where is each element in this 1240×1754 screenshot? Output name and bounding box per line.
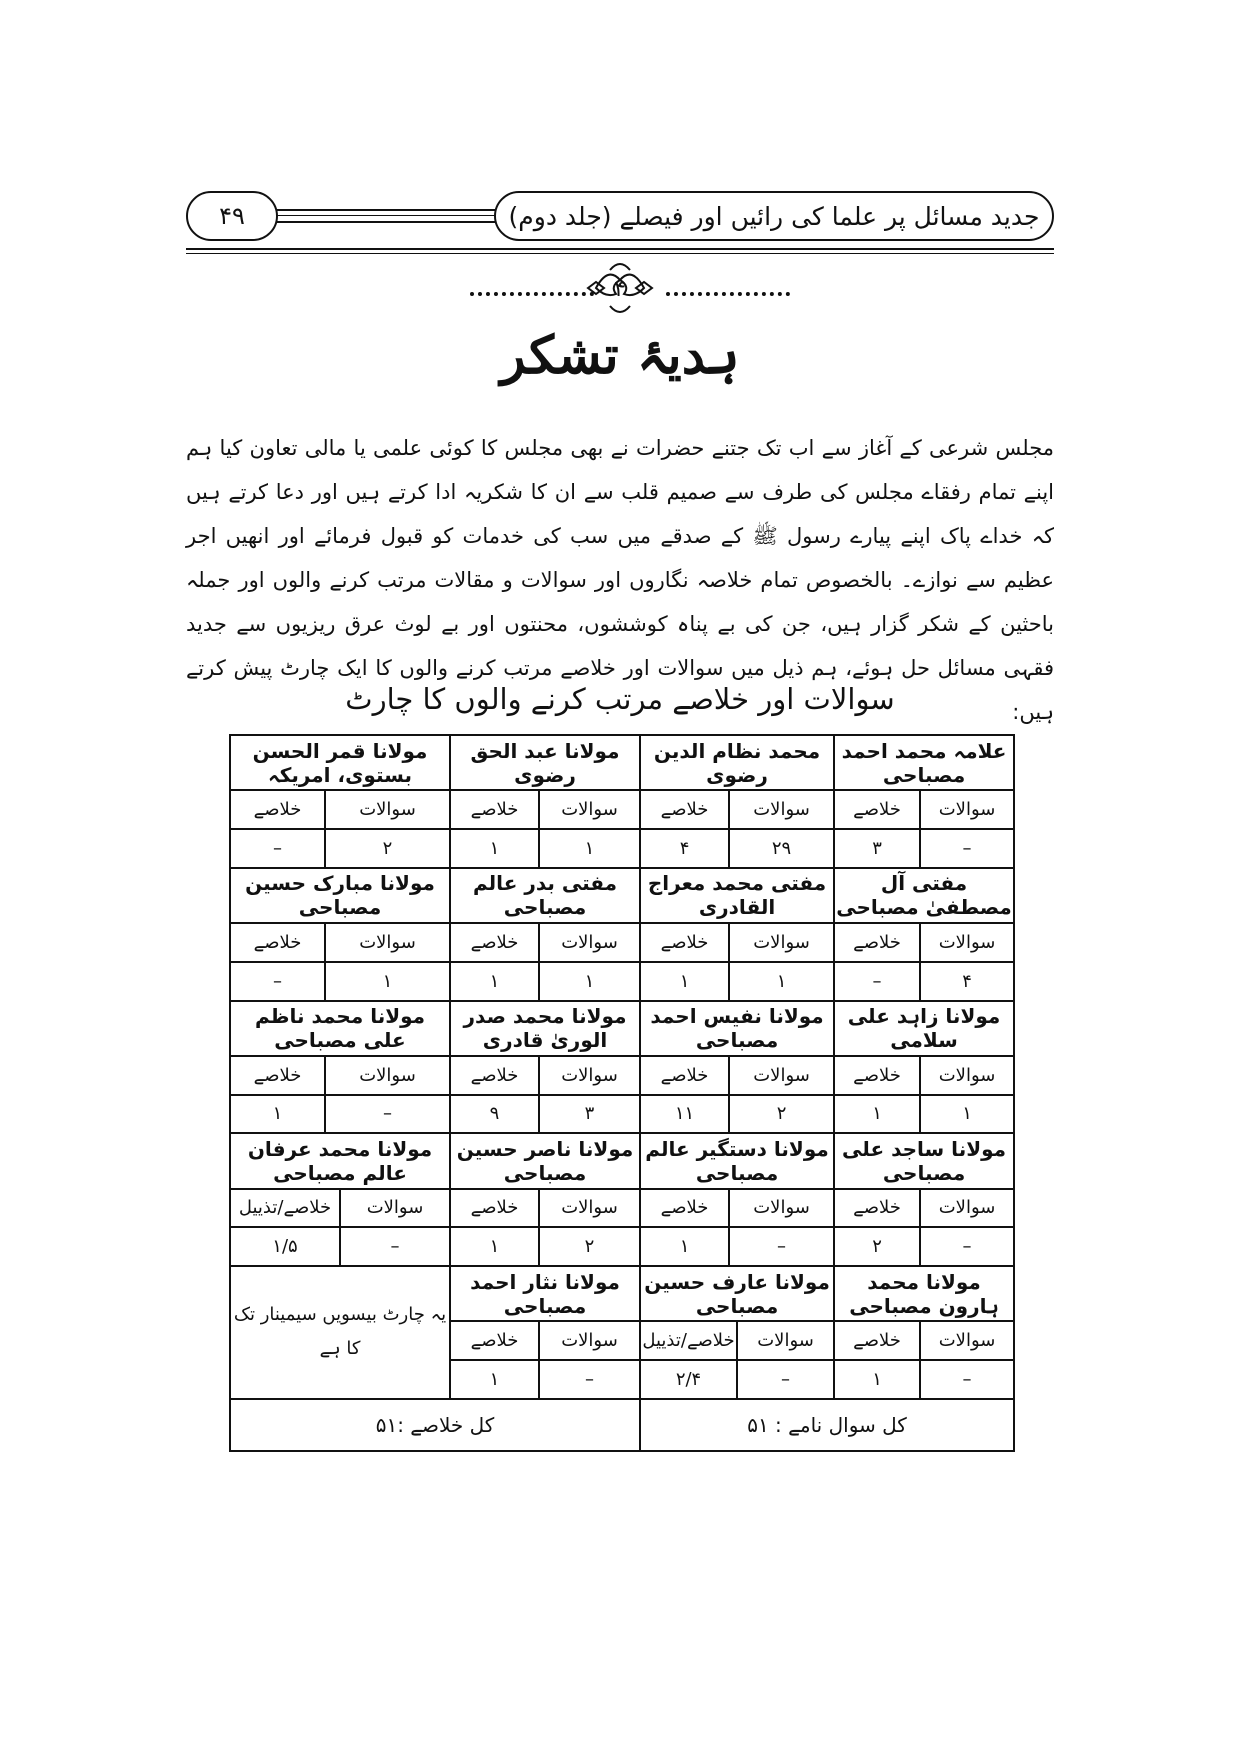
questions-count: ۲ <box>325 829 450 868</box>
questions-count: ۲۹ <box>729 829 834 868</box>
labels-row <box>230 923 1014 962</box>
split-cell <box>230 1189 450 1228</box>
questions-count: ۱ <box>920 1095 1014 1134</box>
questions-label: سوالات <box>920 1189 1014 1228</box>
split-cell <box>640 1360 834 1399</box>
contributor-name: مولانا محمد عرفان عالم مصباحی <box>230 1133 450 1188</box>
header-rule-mid <box>276 215 496 216</box>
questions-label: سوالات <box>920 790 1014 829</box>
questions-label: سوالات <box>539 1189 640 1228</box>
names-row <box>230 1266 1014 1321</box>
questions-label: سوالات <box>729 1189 834 1228</box>
names-row <box>230 868 1014 923</box>
header-underline <box>186 248 1054 250</box>
summaries-count: ۱ <box>230 1095 325 1134</box>
intro-text: مجلس شرعی کے آغاز سے اب تک جتنے حضرات نے بھی مجلس کا کوئی علمی یا مالی تعاون کیا ہم اپنے تمام رفقاے مجلس کی طرف سے صمیم قلب سے ان کا شکریہ ادا کرتے ہیں اور دعا کرتے ہیں کہ خداے پاک اپنے پیارے رسول ﷺ کے صدقے میں سب کی خدمات کو قبول فرمائے اور انھیں اجر عظیم سے نوازے۔ بالخصوص تمام خلاصہ نگاروں اور سوالات و مقالات مرتب کرنے والوں اور جملہ باحثین کے شکر گزار ہیں، جن کی بے پناہ کوششوں، محنتوں اور بے لوث عرق ریزیوں سے جدید فقہی مسائل حل ہوئے، ہم ذیل میں سوالات اور خلاصے مرتب کرنے والوں کا ایک چارٹ پیش کرتے ہیں: <box>186 436 1054 724</box>
questions-count: ۳ <box>539 1095 640 1134</box>
total-questions: کل سوال نامے : ۵۱ <box>640 1399 1014 1451</box>
summaries-count: ۱ <box>640 1227 729 1266</box>
questions-label: سوالات <box>325 1056 450 1095</box>
summaries-label: خلاصے <box>230 923 325 962</box>
questions-label: سوالات <box>539 923 640 962</box>
summaries-label: خلاصے <box>230 790 325 829</box>
summaries-label: خلاصے <box>834 923 920 962</box>
contributor-name: مولانا نفیس احمد مصباحی <box>640 1001 834 1056</box>
questions-label: سوالات <box>539 1321 640 1360</box>
questions-count: – <box>539 1360 640 1399</box>
summaries-count: ۳ <box>834 829 920 868</box>
contributor-name: محمد نظام الدین رضوی <box>640 735 834 790</box>
summaries-label: خلاصے/تذییل <box>641 1322 738 1359</box>
contributor-name: مولانا ساجد علی مصباحی <box>834 1133 1014 1188</box>
questions-label: سوالات <box>920 1056 1014 1095</box>
summaries-label: خلاصے <box>640 1056 729 1095</box>
questions-count: ۴ <box>920 962 1014 1001</box>
summaries-count: ۲ <box>834 1227 920 1266</box>
flourish-icon <box>0 258 1240 318</box>
summaries-count: ۱ <box>450 962 539 1001</box>
questions-count: ۲ <box>539 1227 640 1266</box>
questions-count: – <box>325 1095 450 1134</box>
summaries-count: ۹ <box>450 1095 539 1134</box>
questions-count: ۱ <box>539 829 640 868</box>
labels-row <box>230 1189 1014 1228</box>
summaries-label: خلاصے/تذییل <box>231 1190 341 1227</box>
values-row <box>230 962 1014 1001</box>
chart-title: سوالات اور خلاصے مرتب کرنے والوں کا چارٹ <box>345 682 895 716</box>
chart-note: یہ چارٹ بیسویں سیمینار تک کا ہے <box>230 1266 450 1399</box>
contributor-name: مفتی بدر عالم مصباحی <box>450 868 640 923</box>
questions-label: سوالات <box>729 1056 834 1095</box>
contributor-name: مولانا قمر الحسن بستوی، امریکہ <box>230 735 450 790</box>
summaries-count: ۱ <box>834 1360 920 1399</box>
summaries-label: خلاصے <box>450 790 539 829</box>
questions-label: سوالات <box>539 1056 640 1095</box>
summaries-count: ۱ <box>450 829 539 868</box>
summaries-label: خلاصے <box>450 923 539 962</box>
contributor-name: مولانا ناصر حسین مصباحی <box>450 1133 640 1188</box>
summaries-label: خلاصے <box>640 923 729 962</box>
values-row <box>230 1095 1014 1134</box>
labels-row <box>230 790 1014 829</box>
page-heading: ہدیۂ تشکر <box>500 325 740 386</box>
contributor-name: مولانا دستگیر عالم مصباحی <box>640 1133 834 1188</box>
questions-label: سوالات <box>539 790 640 829</box>
summaries-count: ۱ <box>450 1227 539 1266</box>
split-cell <box>640 1321 834 1360</box>
questions-count: ۱ <box>325 962 450 1001</box>
contributor-name: مفتی آل مصطفیٰ مصباحی <box>834 868 1014 923</box>
contributor-name: مولانا عارف حسین مصباحی <box>640 1266 834 1321</box>
contributors-table <box>229 734 1015 1452</box>
questions-label: سوالات <box>325 923 450 962</box>
questions-count: ۱ <box>539 962 640 1001</box>
questions-count: – <box>920 1360 1014 1399</box>
labels-row <box>230 1056 1014 1095</box>
questions-count: – <box>729 1227 834 1266</box>
summaries-count: ۴ <box>640 829 729 868</box>
summaries-label: خلاصے <box>230 1056 325 1095</box>
questions-count: – <box>781 1368 791 1390</box>
total-summaries: کل خلاصے :۵۱ <box>230 1399 640 1451</box>
header-rule-bottom <box>276 221 496 223</box>
totals-row <box>230 1399 1014 1451</box>
contributor-name: مولانا محمد ہارون مصباحی <box>834 1266 1014 1321</box>
summaries-count: ۱ <box>640 962 729 1001</box>
questions-count: – <box>920 1227 1014 1266</box>
section-ornament <box>0 258 1240 318</box>
summaries-count: – <box>230 962 325 1001</box>
summaries-label: خلاصے <box>834 1056 920 1095</box>
page-number: ۴۹ <box>186 191 278 241</box>
questions-label: سوالات <box>757 1330 814 1352</box>
summaries-label: خلاصے <box>834 1321 920 1360</box>
names-row <box>230 735 1014 790</box>
questions-count: ۱ <box>729 962 834 1001</box>
summaries-label: خلاصے <box>640 1189 729 1228</box>
questions-label: سوالات <box>325 790 450 829</box>
summaries-label: خلاصے <box>834 1189 920 1228</box>
summaries-count: ۱۱ <box>640 1095 729 1134</box>
contributor-name: مولانا عبد الحق رضوی <box>450 735 640 790</box>
summaries-count: ۲/۴ <box>641 1361 738 1398</box>
contributor-name: مولانا نثار احمد مصباحی <box>450 1266 640 1321</box>
values-row <box>230 1227 1014 1266</box>
summaries-label: خلاصے <box>450 1189 539 1228</box>
questions-count: ۲ <box>729 1095 834 1134</box>
names-row <box>230 1133 1014 1188</box>
questions-label: سوالات <box>920 1321 1014 1360</box>
contributor-name: مفتی محمد معراج القادری <box>640 868 834 923</box>
contributor-name: مولانا مبارک حسین مصباحی <box>230 868 450 923</box>
questions-count: – <box>920 829 1014 868</box>
summaries-count: – <box>230 829 325 868</box>
values-row <box>230 829 1014 868</box>
summaries-count: ۱/۵ <box>231 1228 341 1265</box>
summaries-label: خلاصے <box>450 1321 539 1360</box>
contributor-name: مولانا زاہد علی سلامی <box>834 1001 1014 1056</box>
header-underline-thin <box>186 253 1054 254</box>
running-header-title: جدید مسائل پر علما کی رائیں اور فیصلے (جلد دوم) <box>494 191 1054 241</box>
summaries-label: خلاصے <box>834 790 920 829</box>
section-number: ۴ <box>614 277 626 302</box>
summaries-count: ۱ <box>834 1095 920 1134</box>
contributor-name: مولانا محمد صدر الوریٰ قادری <box>450 1001 640 1056</box>
summaries-label: خلاصے <box>640 790 729 829</box>
contributor-name: مولانا محمد ناظم علی مصباحی <box>230 1001 450 1056</box>
questions-label: سوالات <box>729 923 834 962</box>
names-row <box>230 1001 1014 1056</box>
header-rule-top <box>276 209 496 211</box>
split-cell <box>230 1227 450 1266</box>
summaries-count: – <box>834 962 920 1001</box>
summaries-label: خلاصے <box>450 1056 539 1095</box>
questions-label: سوالات <box>366 1197 424 1219</box>
questions-label: سوالات <box>920 923 1014 962</box>
questions-count: – <box>390 1236 400 1258</box>
contributor-name: علامہ محمد احمد مصباحی <box>834 735 1014 790</box>
questions-label: سوالات <box>729 790 834 829</box>
summaries-count: ۱ <box>450 1360 539 1399</box>
